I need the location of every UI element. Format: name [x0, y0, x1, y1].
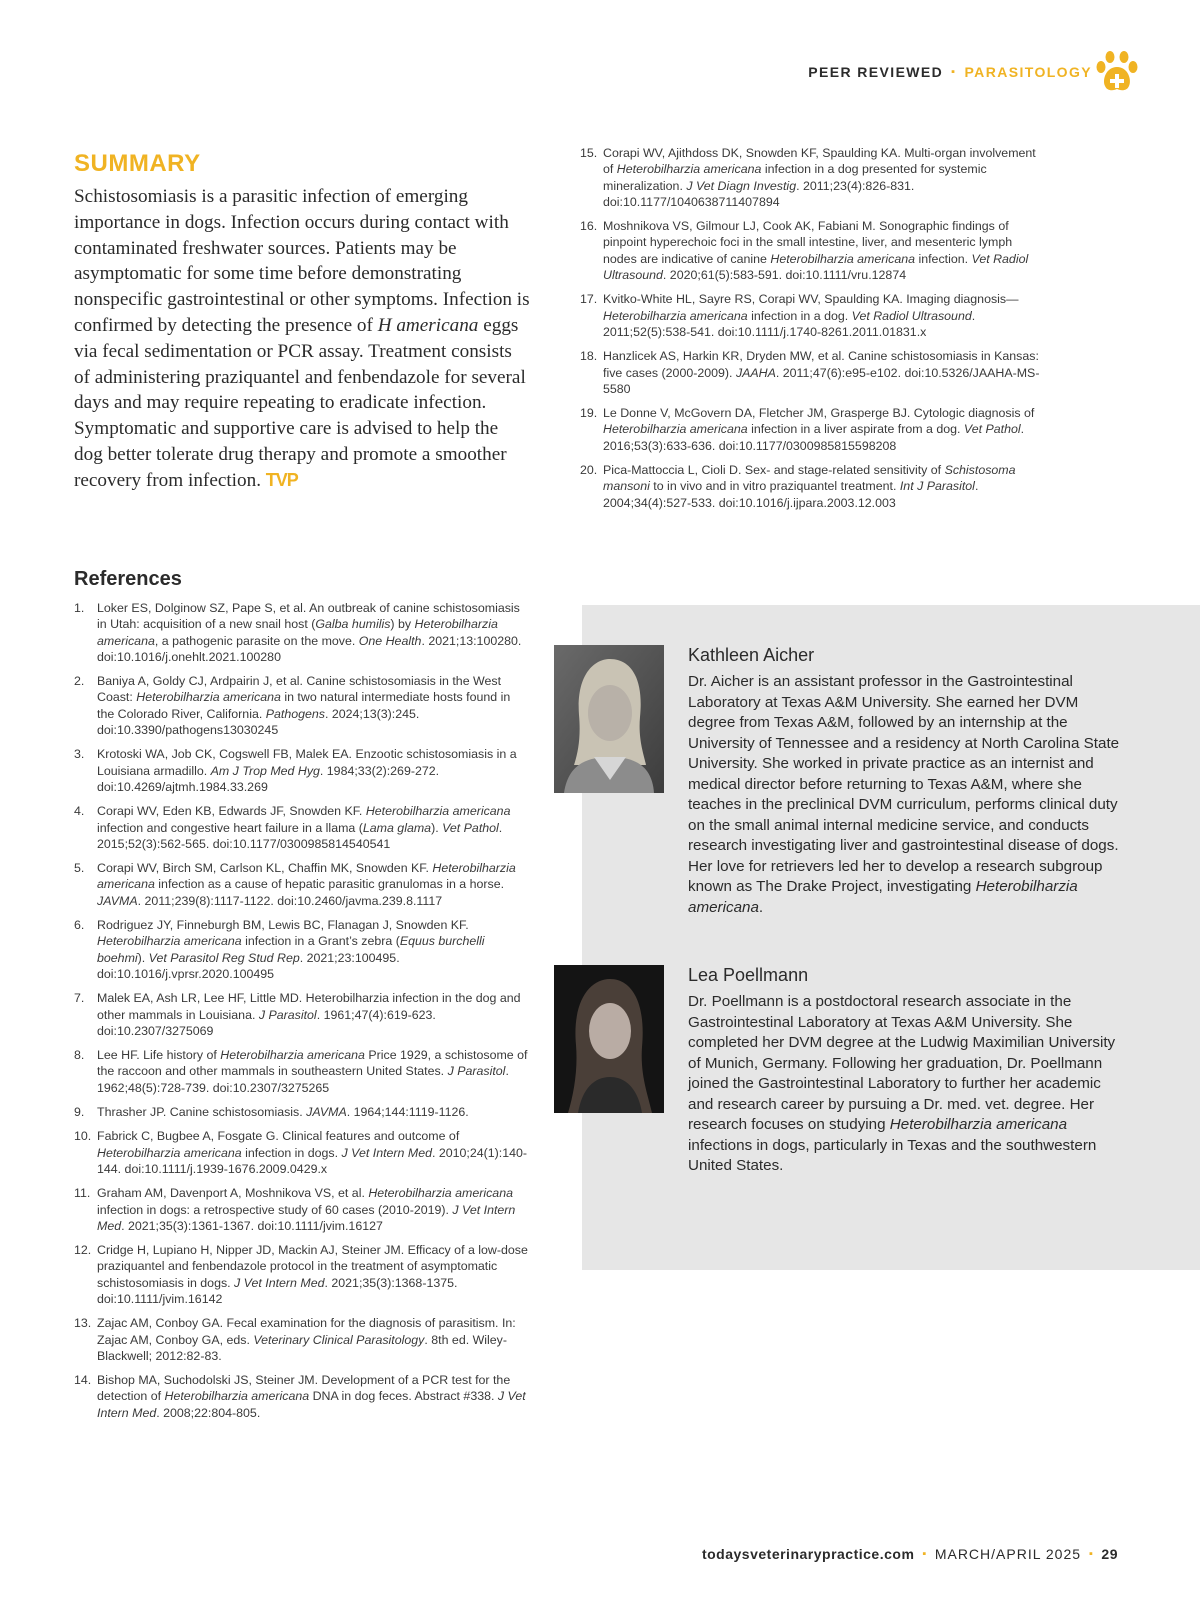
author-photo: [554, 965, 664, 1113]
reference-text: Lee HF. Life history of Heterobilharzia americana Price 1929, a schistosome of the raccoon and other mammals in southeastern United States. J Parasitol. 1962;48(5):728-739. doi:10.2307/3275265: [97, 1048, 528, 1095]
footer-date: MARCH/APRIL 2025: [934, 1546, 1082, 1562]
reference-text: Le Donne V, McGovern DA, Fletcher JM, Grasperge BJ. Cytologic diagnosis of Heterobilharzia americana infection in a liver aspirate from a dog. Vet Pathol. 2016;53(3):633-636. doi:10.1177/0300985815598208: [603, 406, 1035, 453]
reference-number: 20.: [580, 463, 598, 478]
reference-number: 3.: [74, 747, 85, 762]
reference-text: Malek EA, Ash LR, Lee HF, Little MD. Heterobilharzia infection in the dog and other mammals in Louisiana. J Parasitol. 1961;47(4):619-623. doi:10.2307/3275069: [97, 991, 521, 1038]
author-name: Kathleen Aicher: [688, 645, 815, 665]
reference-text: Moshnikova VS, Gilmour LJ, Cook AK, Fabiani M. Sonographic findings of pinpoint hyperechoic foci in the small intestine, liver, and mesenteric lymph nodes are indicative of canine Heterobilharzia americana infection. Vet Radiol Ultrasound. 2020;61(5):583-591. doi:10.1111/vru.12874: [603, 219, 1029, 283]
reference-number: 14.: [74, 1373, 92, 1388]
reference-text: Pica-Mattoccia L, Cioli D. Sex- and stage-related sensitivity of Schistosoma mansoni to in vivo and in vitro praziquantel treatment. Int J Parasitol. 2004;34(4):527-533. doi:10.1016/j.ijpara.2003.12.003: [603, 463, 1016, 510]
reference-number: 9.: [74, 1105, 85, 1120]
reference-number: 4.: [74, 804, 85, 819]
reference-item: [74, 917, 530, 982]
reference-text: Zajac AM, Conboy GA. Fecal examination for the diagnosis of parasitism. In: Zajac AM, Conboy GA, eds. Veterinary Clinical Parasitology. 8th ed. Wiley-Blackwell; 2012:82-83.: [97, 1316, 516, 1363]
footer-separator: ▪: [922, 1548, 927, 1560]
author-photo: [554, 645, 664, 793]
reference-item: [74, 1242, 530, 1307]
peer-reviewed-label: PEER REVIEWED: [808, 64, 944, 80]
reference-number: 19.: [580, 406, 598, 421]
reference-number: 6.: [74, 918, 85, 933]
reference-number: 17.: [580, 292, 598, 307]
reference-text: Krotoski WA, Job CK, Cogswell FB, Malek EA. Enzootic schistosomiasis in a Louisiana armadillo. Am J Trop Med Hyg. 1984;33(2):269-272. doi:10.4269/ajtmh.1984.33.269: [97, 747, 517, 794]
reference-text: Bishop MA, Suchodolski JS, Steiner JM. Development of a PCR test for the detection of Heterobilharzia americana DNA in dog feces. Abstract #338. J Vet Intern Med. 2008;22:804-805.: [97, 1373, 526, 1420]
reference-number: 13.: [74, 1316, 92, 1331]
summary-text-part: Schistosomiasis is a parasitic infection of emerging importance in dogs. Infection occurs during contact with contaminated freshwater sources. Patients may be asymptomatic for some time before demonstrating nonspecific gastrointestinal or other symptoms. Infection is confirmed by detecting the presence of: [74, 186, 530, 336]
reference-number: 18.: [580, 349, 598, 364]
header-separator: ▪: [951, 66, 957, 78]
references-heading: References: [74, 568, 182, 590]
summary-text: [74, 184, 530, 494]
tvp-end-mark: TVP: [265, 469, 298, 490]
summary-heading: SUMMARY: [74, 150, 201, 177]
reference-item: [74, 1047, 530, 1096]
reference-text: Corapi WV, Eden KB, Edwards JF, Snowden KF. Heterobilharzia americana infection and congestive heart failure in a llama (Lama glama). Vet Pathol. 2015;52(3):562-565. doi:10.1177/0300985814540541: [97, 804, 511, 851]
reference-text: Kvitko-White HL, Sayre RS, Corapi WV, Spaulding KA. Imaging diagnosis—Heterobilharzia americana infection in a dog. Vet Radiol Ultrasound. 2011;52(5):538-541. doi:10.1111/j.1740-8261.2011.01831.x: [603, 292, 1019, 339]
reference-item: [74, 1104, 530, 1120]
reference-item: [580, 462, 1042, 511]
reference-item: [580, 291, 1042, 340]
reference-item: [580, 145, 1042, 210]
reference-number: 15.: [580, 146, 598, 160]
paw-plus-icon: [1094, 50, 1140, 96]
reference-item: [580, 348, 1042, 397]
reference-item: [74, 1185, 530, 1234]
reference-number: 1.: [74, 601, 85, 615]
references-list-right: [580, 145, 1042, 519]
reference-text: Cridge H, Lupiano H, Nipper JD, Mackin AJ, Steiner JM. Efficacy of a low-dose praziquantel and fenbendazole protocol in the treatment of asymptomatic schistosomiasis in dogs. J Vet Intern Med. 2021;35(3):1368-1375. doi:10.1111/jvim.16142: [97, 1243, 528, 1306]
section-label: PARASITOLOGY: [964, 64, 1092, 80]
reference-text: Rodriguez JY, Finneburgh BM, Lewis BC, Flanagan J, Snowden KF. Heterobilharzia americana infection in a Grant’s zebra (Equus burchelli boehmi). Vet Parasitol Reg Stud Rep. 2021;23:100495. doi:10.1016/j.vprsr.2020.100495: [97, 918, 485, 981]
reference-item: [74, 1128, 530, 1177]
reference-item: [580, 218, 1042, 283]
reference-item: [74, 803, 530, 852]
reference-item: [74, 600, 530, 665]
running-footer: [702, 1546, 1118, 1562]
reference-number: 8.: [74, 1048, 85, 1063]
reference-item: [580, 405, 1042, 454]
reference-number: 10.: [74, 1129, 92, 1144]
reference-number: 16.: [580, 219, 598, 234]
running-header: [808, 64, 1092, 80]
author-name: Lea Poellmann: [688, 965, 809, 985]
reference-text: Hanzlicek AS, Harkin KR, Dryden MW, et al. Canine schistosomiasis in Kansas: five cases (2000-2009). JAAHA. 2011;47(6):e95-e102. doi:10.5326/JAAHA-MS-5580: [603, 349, 1040, 396]
reference-number: 7.: [74, 991, 85, 1006]
reference-text: Corapi WV, Birch SM, Carlson KL, Chaffin MK, Snowden KF. Heterobilharzia americana infection as a cause of hepatic parasitic granulomas in a horse. JAVMA. 2011;239(8):1117-1122. doi:10.2460/javma.239.8.1117: [97, 861, 516, 908]
reference-number: 5.: [74, 861, 85, 876]
reference-text: Loker ES, Dolginow SZ, Pape S, et al. An outbreak of canine schistosomiasis in Utah: acquisition of a new snail host (Galba humilis) by Heterobilharzia americana, a pathogenic parasite on the move. One Health. 2021;13:100280. doi:10.1016/j.onehlt.2021.100280: [97, 601, 522, 664]
reference-item: [74, 1315, 530, 1364]
summary-italic: H americana: [377, 314, 479, 336]
reference-number: 2.: [74, 674, 85, 689]
author-info: [688, 965, 1128, 1177]
reference-item: [74, 673, 530, 738]
reference-item: [74, 990, 530, 1039]
author-bio: Dr. Aicher is an assistant professor in the Gastrointestinal Laboratory at Texas A&M University. She earned her DVM degree from Texas A&M, followed by an internship at the University of Tennessee and a residency at North Carolina State University. She worked in private practice as an internist and medical director before returning to Texas A&M, where she teaches in the preclinical DVM curriculum, performs clinical duty on the small animal internal medicine service, and conducts research investigating liver and gastrointestinal disease of dogs. Her love for retrievers led her to develop a research subgroup known as The Drake Project, investigating Heterobilharzia americana.: [688, 673, 1120, 916]
reference-item: [74, 860, 530, 909]
footer-separator: ▪: [1089, 1548, 1094, 1560]
footer-site: todaysveterinarypractice.com: [701, 1546, 915, 1562]
reference-text: Thrasher JP. Canine schistosomiasis. JAVMA. 1964;144:1119-1126.: [97, 1105, 469, 1120]
reference-number: 11.: [74, 1186, 91, 1201]
page-number: 29: [1101, 1546, 1118, 1562]
summary-section: [74, 150, 530, 494]
summary-text-part: eggs via fecal sedimentation or PCR assay. Treatment consists of administering praziquantel and fenbendazole for several days and may require repeating to eradicate infection. Symptomatic and supportive care is advised to help the dog better tolerate drug therapy and promote a smoother recovery from infection.: [74, 314, 526, 491]
reference-text: Fabrick C, Bugbee A, Fosgate G. Clinical features and outcome of Heterobilharzia americana infection in dogs. J Vet Intern Med. 2010;24(1):140-144. doi:10.1111/j.1939-1676.2009.0429.x: [97, 1129, 528, 1176]
reference-text: Corapi WV, Ajithdoss DK, Snowden KF, Spaulding KA. Multi-organ involvement of Heterobilharzia americana infection in a dog presented for systemic mineralization. J Vet Diagn Investig. 2011;23(4):826-831. doi:10.1177/1040638711407894: [603, 146, 1036, 209]
reference-text: Graham AM, Davenport A, Moshnikova VS, et al. Heterobilharzia americana infection in dogs: a retrospective study of 60 cases (2010-2019). J Vet Intern Med. 2021;35(3):1361-1367. doi:10.1111/jvim.16127: [97, 1186, 516, 1233]
author-info: [688, 645, 1128, 918]
reference-number: 12.: [74, 1243, 92, 1258]
reference-item: [74, 746, 530, 795]
references-list-left: [74, 600, 530, 1429]
reference-text: Baniya A, Goldy CJ, Ardpairin J, et al. Canine schistosomiasis in the West Coast: Heterobilharzia americana in two natural intermediate hosts found in the Colorado River, California. Pathogens. 2024;13(3):245. doi:10.3390/pathogens13030245: [97, 674, 511, 738]
reference-item: [74, 1372, 530, 1421]
author-bio: Dr. Poellmann is a postdoctoral research associate in the Gastrointestinal Laboratory at Texas A&M University. She completed her DVM degree at the Ludwig Maximilian University of Munich, Germany. Following her graduation, Dr. Poellmann joined the Gastrointestinal Laboratory to further her academic and research career by pursuing a Dr. med. vet. degree. Her research focuses on studying Heterobilharzia americana infections in dogs, particularly in Texas and the southwestern United States.: [688, 993, 1116, 1174]
